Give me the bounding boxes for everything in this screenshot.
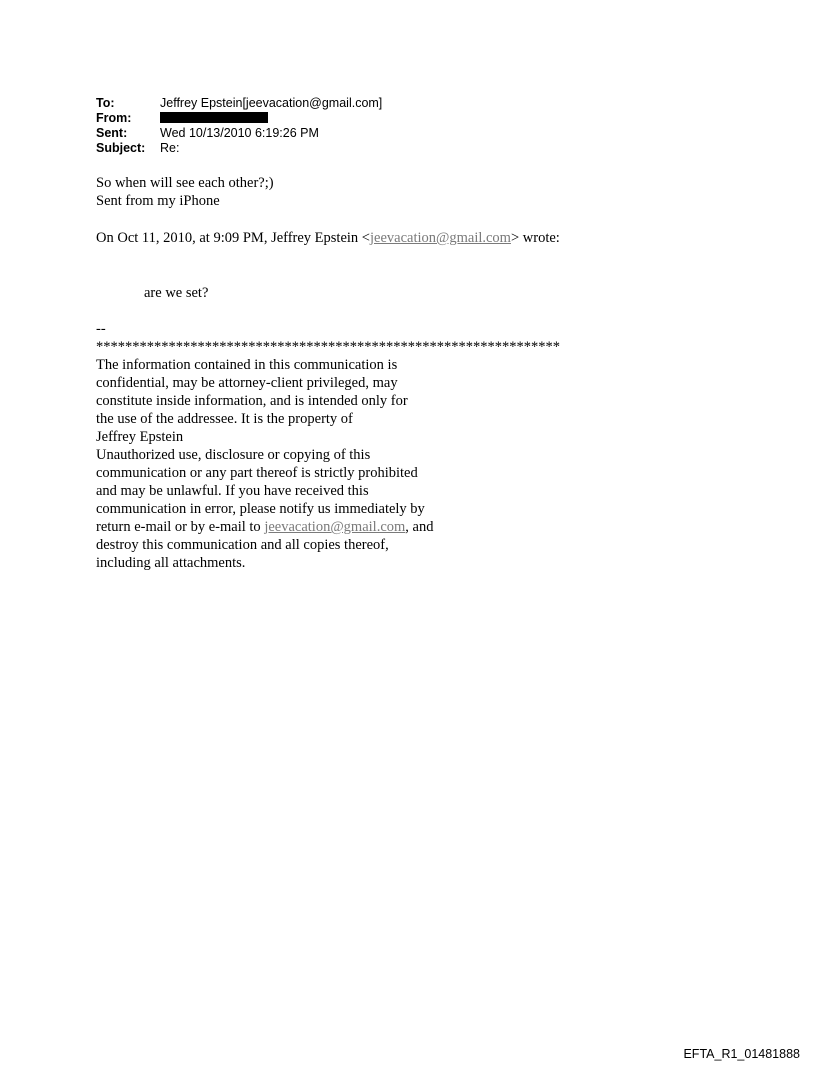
signature-line-suffix: , and	[405, 519, 434, 535]
signature-line-with-email	[96, 518, 560, 536]
to-value: Jeffrey Epstein[jeevacation@gmail.com]	[160, 96, 383, 110]
subject-value: Re:	[160, 141, 180, 155]
quote-intro-suffix: > wrote:	[510, 230, 560, 246]
from-value-redacted	[160, 111, 268, 126]
quote-intro-prefix: On Oct 11, 2010, at 9:09 PM, Jeffrey Epstein <	[96, 230, 370, 246]
signature-line: and may be unlawful. If you have received this	[96, 483, 369, 499]
from-label: From:	[96, 111, 132, 125]
sent-value: Wed 10/13/2010 6:19:26 PM	[160, 126, 319, 140]
message-line-1: So when will see each other?;)	[96, 175, 274, 191]
signature-line: communication in error, please notify us immediately by	[96, 501, 425, 517]
quoted-message	[144, 284, 208, 302]
signature-line: communication or any part thereof is strictly prohibited	[96, 465, 418, 481]
message-line-2: Sent from my iPhone	[96, 193, 220, 209]
quoted-text: are we set?	[144, 285, 209, 301]
signature-line-prefix: return e-mail or by e-mail to	[96, 519, 265, 535]
signature-stars: ****************************************************************	[96, 339, 560, 355]
message-body	[96, 174, 274, 210]
signature-line: Unauthorized use, disclosure or copying of this	[96, 447, 371, 463]
signature-block	[96, 320, 560, 572]
email-header	[96, 96, 382, 156]
signature-email-link[interactable]: jeevacation@gmail.com	[264, 519, 406, 535]
quote-intro-email-link[interactable]: jeevacation@gmail.com	[369, 230, 511, 246]
sent-label: Sent:	[96, 126, 128, 140]
document-id: EFTA_R1_01481888	[683, 1047, 800, 1061]
signature-line: confidential, may be attorney-client privileged, may	[96, 375, 398, 391]
subject-label: Subject:	[96, 141, 146, 155]
redaction-bar	[160, 112, 268, 123]
to-label: To:	[96, 96, 115, 110]
signature-line: destroy this communication and all copies thereof,	[96, 537, 389, 553]
signature-dashes: --	[96, 321, 106, 337]
from-row	[96, 111, 382, 126]
to-row	[96, 96, 382, 111]
subject-row	[96, 141, 382, 156]
signature-line: Jeffrey Epstein	[96, 429, 184, 445]
signature-line: The information contained in this communication is	[96, 357, 398, 373]
signature-line: the use of the addressee. It is the property of	[96, 411, 353, 427]
signature-line: including all attachments.	[96, 555, 246, 571]
quote-intro	[96, 229, 560, 247]
signature-line: constitute inside information, and is intended only for	[96, 393, 408, 409]
sent-row	[96, 126, 382, 141]
